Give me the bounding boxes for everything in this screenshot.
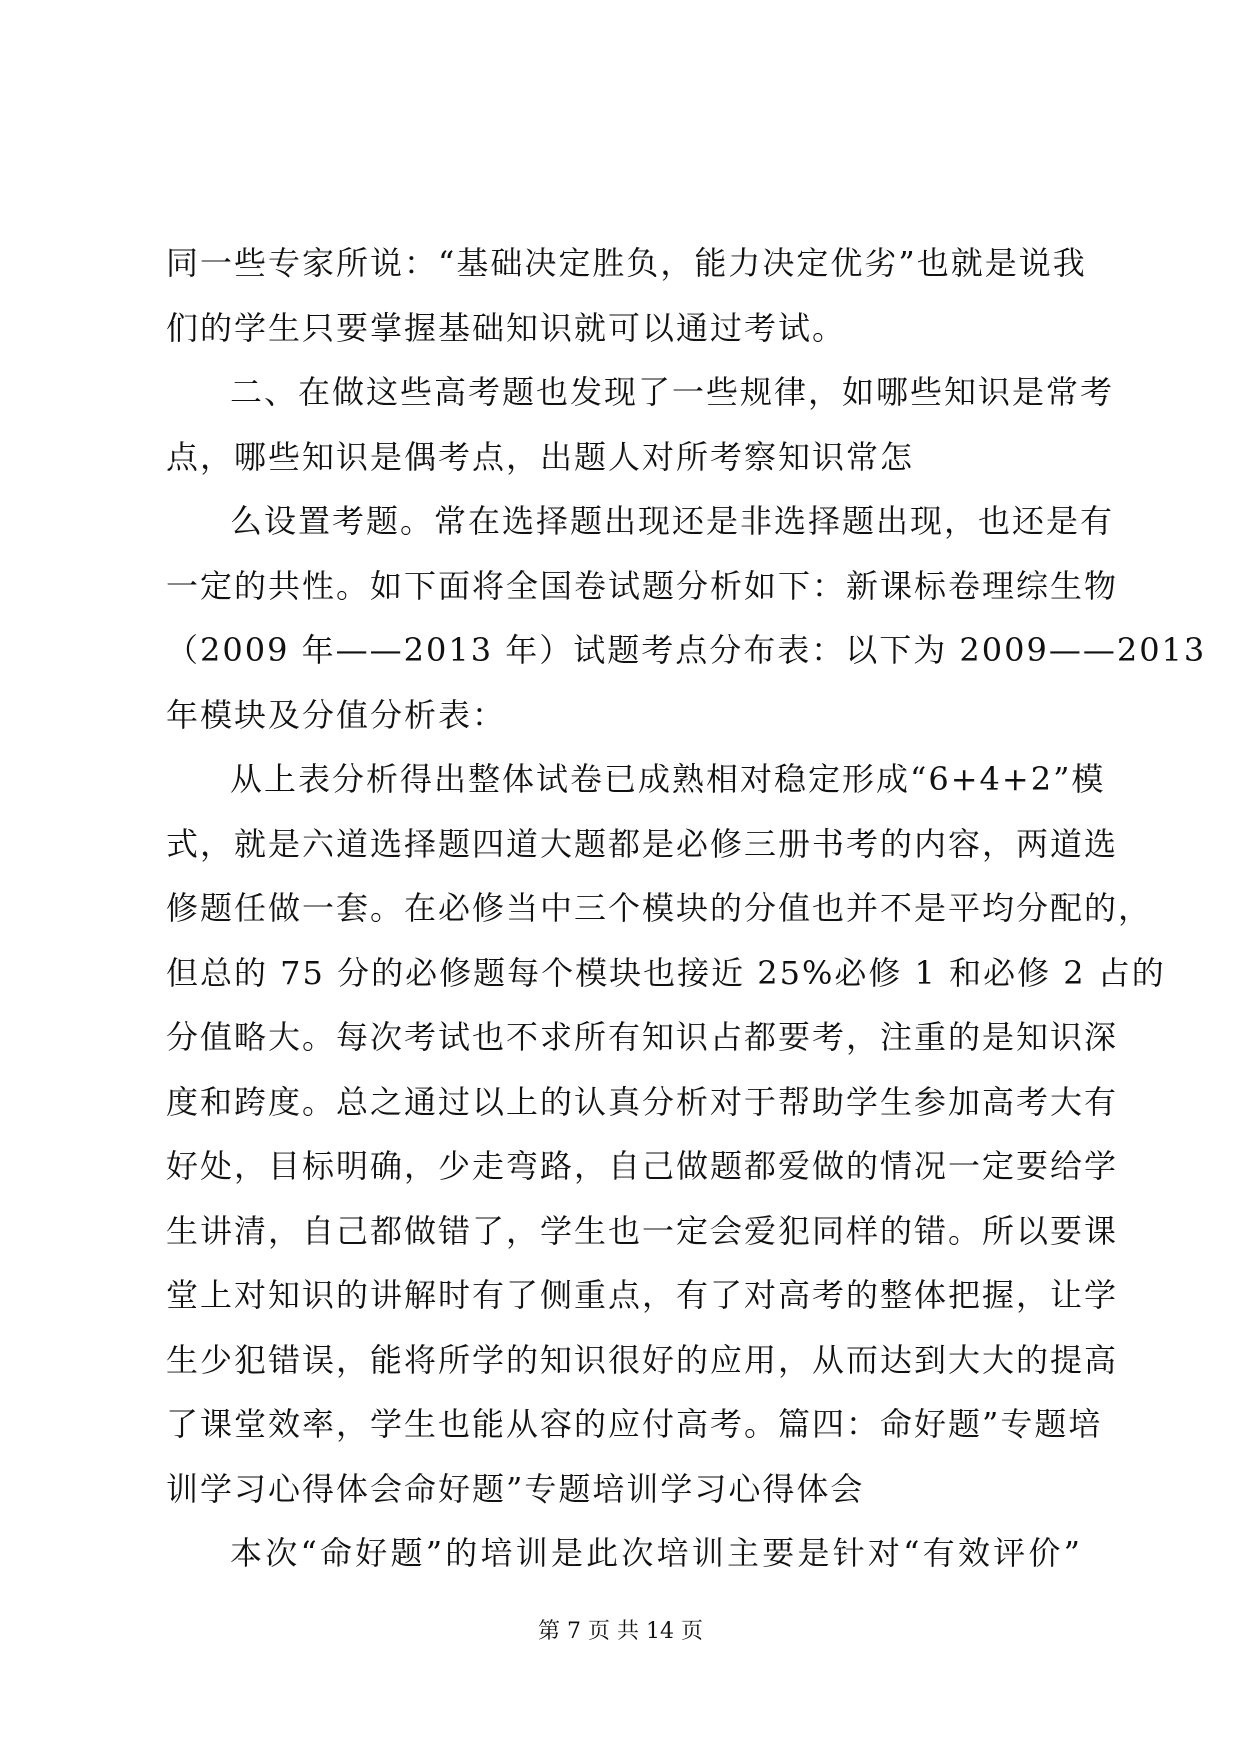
text-line: 式，就是六道选择题四道大题都是必修三册书考的内容，两道选: [166, 824, 1119, 863]
text-line: 么设置考题。常在选择题出现还是非选择题出现，也还是有: [230, 502, 1115, 540]
text-line: 点，哪些知识是偶考点，出题人对所考察知识常怎: [166, 437, 915, 476]
text-line: 了课堂效率，学生也能从容的应付高考。篇四：命好题”专题培: [166, 1405, 1103, 1443]
text-line: 训学习心得体会命好题”专题培训学习心得体会: [166, 1469, 865, 1508]
text-line: 堂上对知识的讲解时有了侧重点，有了对高考的整体把握，让学: [166, 1276, 1119, 1314]
text-line: 修题任做一套。在必修当中三个模块的分值也并不是平均分配的，: [166, 889, 1153, 927]
text-line: 度和跨度。总之通过以上的认真分析对于帮助学生参加高考大有: [166, 1082, 1119, 1121]
text-line: 从上表分析得出整体试卷已成熟相对稳定形成“6+4+2”模: [230, 760, 1106, 798]
page-number: 第 7 页 共 14 页: [538, 1619, 703, 1644]
body-text: [166, 231, 1207, 1586]
text-line: 生少犯错误，能将所学的知识很好的应用，从而达到大大的提高: [166, 1340, 1119, 1379]
text-line: 分值略大。每次考试也不求所有知识占都要考，注重的是知识深: [166, 1018, 1119, 1056]
page-footer: [0, 1617, 1241, 1647]
text-line: （2009 年——2013 年）试题考点分布表：以下为 2009——2013: [166, 631, 1207, 669]
text-line: 好处，目标明确，少走弯路，自己做题都爱做的情况一定要给学: [166, 1147, 1119, 1185]
text-line: 们的学生只要掌握基础知识就可以通过考试。: [166, 308, 847, 347]
text-line: 但总的 75 分的必修题每个模块也接近 25%必修 1 和必修 2 占的: [166, 953, 1166, 992]
text-line: 年模块及分值分析表：: [166, 695, 507, 734]
text-line: 一定的共性。如下面将全国卷试题分析如下：新课标卷理综生物: [166, 566, 1119, 605]
text-line: 生讲清，自己都做错了，学生也一定会爱犯同样的错。所以要课: [166, 1211, 1119, 1250]
text-line: 二、在做这些高考题也发现了一些规律，如哪些知识是常考: [230, 373, 1115, 411]
text-line: 同一些专家所说：“基础决定胜负，能力决定优劣”也就是说我: [166, 244, 1087, 282]
text-line: 本次“命好题”的培训是此次培训主要是针对“有效评价”: [230, 1534, 1082, 1572]
